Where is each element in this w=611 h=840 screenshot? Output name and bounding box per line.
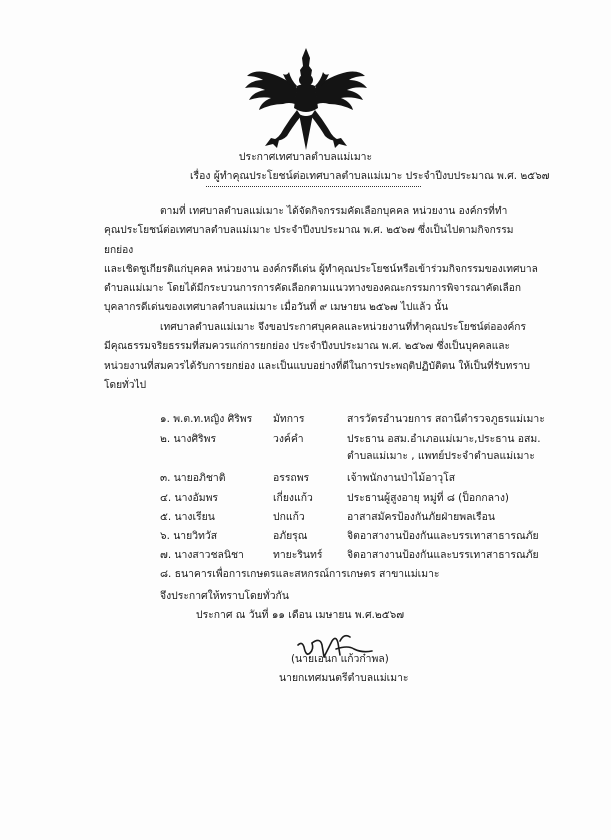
- announcement-title: ประกาศเทศบาลตำบลแม่เมาะ: [238, 151, 373, 163]
- honoree-surname: อรรถพร: [273, 472, 310, 484]
- honoree-name: ๕. นางเรียน: [160, 511, 215, 523]
- honoree-surname: วงค์คำ: [273, 433, 304, 445]
- honoree-position: จิตอาสางานป้องกันและบรรเทาสาธารณภัย: [347, 530, 539, 542]
- paragraph-2: [104, 318, 540, 395]
- honoree-name: ๒. นางศิริพร: [160, 433, 217, 445]
- honoree-name: ๘. ธนาคารเพื่อการเกษตรและสหกรณ์การเกษตร สาขาแม่เมาะ: [160, 568, 440, 580]
- paragraph-1-line: คุณประโยชน์ต่อเทศบาลตำบลแม่เมาะ ประจำปีงบประมาณ พ.ศ. ๒๕๖๗ ซึ่งเป็นไปตามกิจกรรมยกย่อง: [104, 225, 514, 256]
- honoree-surname: มัทการ: [273, 413, 305, 425]
- honoree-position: ตำบลแม่เมาะ , แพทย์ประจำตำบลแม่เมาะ: [347, 450, 535, 462]
- honoree-surname: อภัยรุณ: [273, 530, 308, 542]
- paragraph-1-line: และเชิดชูเกียรติแก่บุคคล หน่วยงาน องค์กรดีเด่น ผู้ทำคุณประโยชน์หรือเข้าร่วมกิจกรรมของเทศบาล: [104, 263, 538, 275]
- closing-announce: จึงประกาศให้ทราบโดยทั่วกัน: [160, 590, 289, 602]
- dotted-divider: [206, 186, 421, 187]
- honoree-name: ๖. นายวิทวัส: [160, 530, 218, 542]
- honoree-position: ประธาน อสม.อำเภอแม่เมาะ,ประธาน อสม.: [347, 433, 541, 445]
- honoree-name: ๑. พ.ต.ท.หญิง ศิริพร: [160, 413, 253, 425]
- honoree-surname: เกี่ยงแก้ว: [273, 492, 313, 504]
- paragraph-1: [104, 202, 540, 318]
- honoree-position: สารวัตรอำนวยการ สถานีตำรวจภูธรแม่เมาะ: [347, 413, 545, 425]
- paragraph-2-line: มีคุณธรรมจริยธรรมที่สมควรแก่การยกย่อง ประจำปีงบประมาณ พ.ศ. ๒๕๖๗ ซึ่งเป็นบุคคลและ: [104, 341, 510, 353]
- honoree-name: ๔. นางอัมพร: [160, 492, 219, 504]
- honoree-surname: ทายะรินทร์: [273, 549, 323, 561]
- paragraph-2-line: โดยทั่วไป: [104, 379, 147, 391]
- paragraph-1-line: ตำบลแม่เมาะ โดยได้มีกระบวนการการคัดเลือกตามแนวทางของคณะกรรมการพิจารณาคัดเลือก: [104, 283, 522, 295]
- honoree-surname: ปกแก้ว: [273, 511, 305, 523]
- honoree-position: เจ้าพนักงานป่าไม้อาวุโส: [347, 472, 456, 484]
- honoree-position: ประธานผู้สูงอายุ หมู่ที่ ๘ (ป็อกกลาง): [347, 492, 509, 504]
- paragraph-2-line: เทศบาลตำบลแม่เมาะ จึงขอประกาศบุคคลและหน่วยงานที่ทำคุณประโยชน์ต่อองค์กร: [160, 322, 526, 333]
- honoree-name: ๓. นายอภิชาติ: [160, 472, 226, 484]
- announcement-subject: เรื่อง ผู้ทำคุณประโยชน์ต่อเทศบาลตำบลแม่เมาะ ประจำปีงบประมาณ พ.ศ. ๒๕๖๗: [190, 170, 550, 182]
- signer-title: นายกเทศมนตรีตำบลแม่เมาะ: [279, 672, 409, 684]
- paragraph-1-line: บุคลากรดีเด่นของเทศบาลตำบลแม่เมาะ เมื่อวันที่ ๙ เมษายน ๒๕๖๗ ไปแล้ว นั้น: [104, 302, 449, 314]
- announcement-date: ประกาศ ณ วันที่ ๑๑ เดือน เมษายน พ.ศ.๒๕๖๗: [196, 609, 405, 621]
- honoree-name: ๗. นางสาวชลนิชา: [160, 549, 244, 561]
- honoree-position: อาสาสมัครป้องกันภัยฝ่ายพลเรือน: [347, 511, 495, 523]
- signer-name: (นายเอนก แก้วก๋าพล): [291, 653, 389, 665]
- garuda-emblem-icon: [243, 46, 369, 152]
- paragraph-2-line: หน่วยงานที่สมควรได้รับการยกย่อง และเป็นแบบอย่างที่ดีในการประพฤติปฏิบัติตน ให้เป็นที่รับทราบ: [104, 360, 531, 372]
- honoree-position: จิตอาสางานป้องกันและบรรเทาสาธารณภัย: [347, 549, 539, 561]
- paragraph-1-line: ตามที่ เทศบาลตำบลแม่เมาะ ได้จัดกิจกรรมคัดเลือกบุคคล หน่วยงาน องค์กรที่ทำ: [160, 206, 508, 217]
